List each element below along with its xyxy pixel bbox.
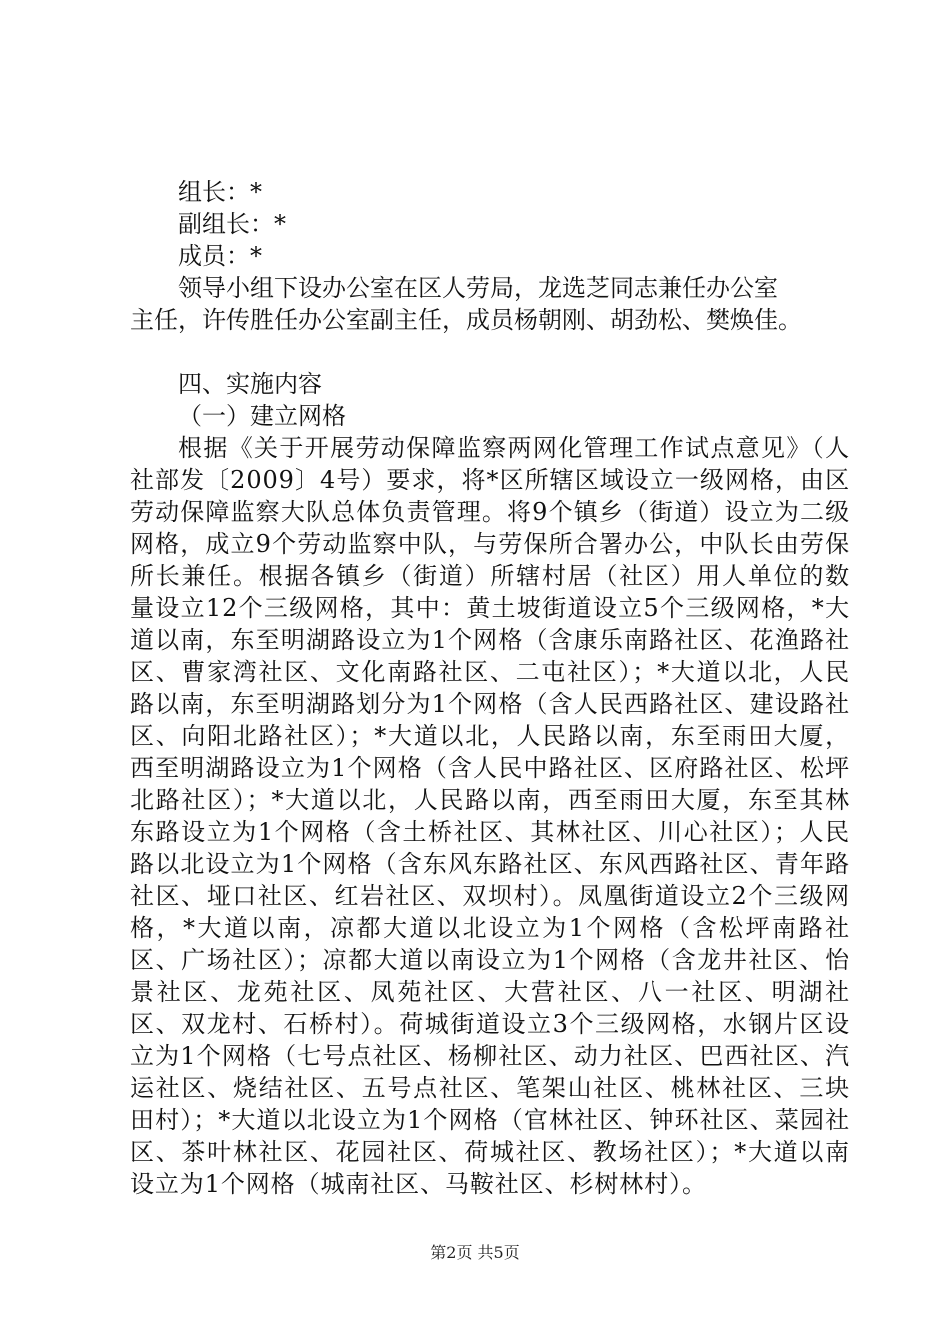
office-paragraph-line-2: 主任，许传胜任办公室副主任，成员杨朝刚、胡劲松、樊焕佳。 — [130, 306, 802, 334]
members-line: 成员：* — [178, 242, 262, 270]
page-footer: 第2页 共5页 — [430, 1243, 520, 1262]
deputy-leader-line: 副组长：* — [178, 210, 286, 238]
subsection-heading: （一）建立网格 — [178, 402, 346, 430]
section-spacer — [130, 336, 850, 368]
document-body — [130, 176, 850, 1200]
section-heading: 四、实施内容 — [178, 370, 322, 398]
grid-setup-paragraph: 根据《关于开展劳动保障监察两网化管理工作试点意见》（人社部发〔2009〕4号）要求，将*区所辖区域设立一级网格，由区劳动保障监察大队总体负责管理。将9个镇乡（街道）设立为二级网格，成立9个劳动监察中队，与劳保所合署办公，中队长由劳保所长兼任。根据各镇乡（街道）所辖村居（社区）用人单位的数量设立12个三级网格，其中：黄土坡街道设立5个三级网格，*大道以南，东至明湖路设立为1个网格（含康乐南路社区、花渔路社区、曹家湾社区、文化南路社区、二屯社区）；*大道以北，人民路以南，东至明湖路划分为1个网格（含人民西路社区、建设路社区、向阳北路社区）；*大道以北，人民路以南，东至雨田大厦，西至明湖路设立为1个网格（含人民中路社区、区府路社区、松坪北路社区）；*大道以北，人民路以南，西至雨田大厦，东至其林东路设立为1个网格（含土桥社区、其林社区、川心社区）；人民路以北设立为1个网格（含东风东路社区、东风西路社区、青年路社区、垭口社区、红岩社区、双坝村）。凤凰街道设立2个三级网格，*大道以南，凉都大道以北设立为1个网格（含松坪南路社区、广场社区）；凉都大道以南设立为1个网格（含龙井社区、怡景社区、龙苑社区、凤苑社区、大营社区、八一社区、明湖社区、双龙村、石桥村）。荷城街道设立3个三级网格，水钢片区设立为1个网格（七号点社区、杨柳社区、动力社区、巴西社区、汽运社区、烧结社区、五号点社区、笔架山社区、桃林社区、三块田村）；*大道以北设立为1个网格（官林社区、钟环社区、菜园社区、茶叶林社区、花园社区、荷城社区、教场社区）；*大道以南设立为1个网格（城南社区、马鞍社区、杉树林村）。 — [130, 434, 850, 1198]
office-paragraph-line-1: 领导小组下设办公室在区人劳局，龙选芝同志兼任办公室 — [178, 274, 778, 302]
leader-line: 组长：* — [178, 178, 262, 206]
